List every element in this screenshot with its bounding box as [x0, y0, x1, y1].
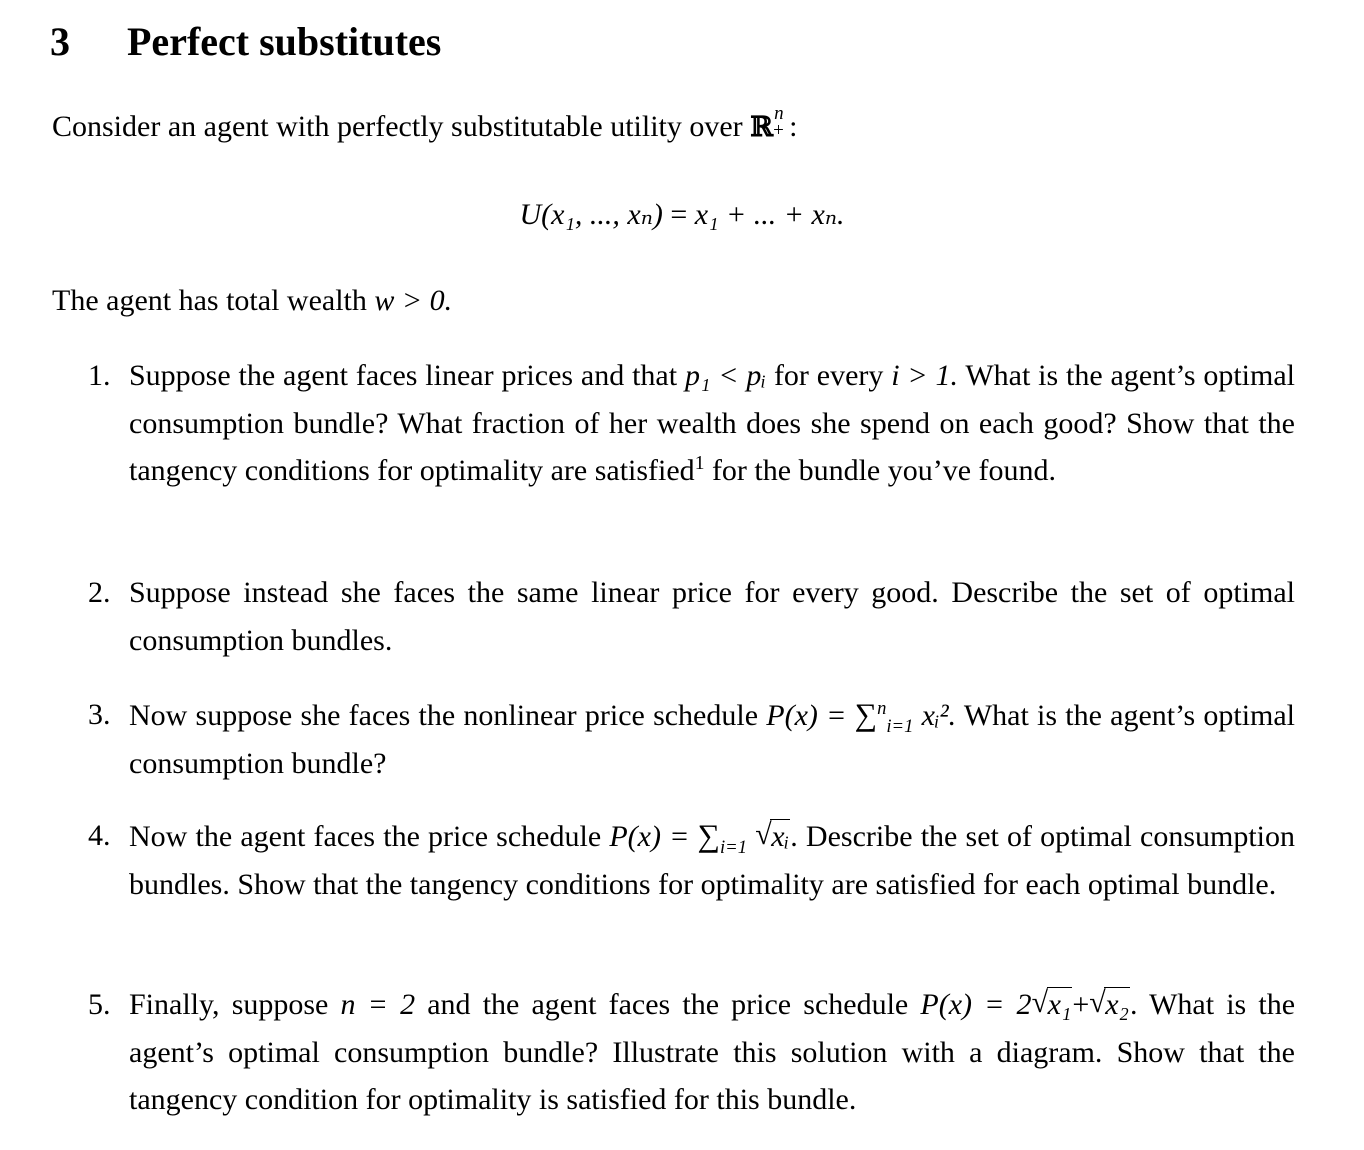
utility-lhs: U(x₁, ..., xₙ) — [519, 198, 663, 231]
list-marker: 4. — [88, 819, 111, 852]
wealth-text: The agent has total wealth — [52, 284, 367, 317]
list-item: 5. Finally, suppose n = 2 and the agent faces the price schedule P(x) = 2 √ x₁+ √ x₂. What is the agent’s optimal consumption bundle? Illustrate this solution with a diagram. Show that the tangency condition for optimality is satisfied for this bundle. — [88, 981, 1295, 1124]
section-title: Perfect substitutes — [127, 19, 442, 64]
list-marker: 1. — [88, 359, 111, 392]
wealth-condition: w > 0. — [374, 284, 453, 317]
list-marker: 3. — [88, 698, 111, 731]
sqrt-symbol: √ x₂ — [1089, 986, 1129, 1021]
wealth-paragraph — [52, 281, 452, 321]
list-marker: 5. — [88, 988, 111, 1021]
list-item: 2. Suppose instead she faces the same linear price for every good. Describe the set of optimal consumption bundles. — [88, 569, 1295, 664]
intro-space: ℝ n + : — [750, 103, 798, 143]
sqrt-symbol: √ x₁ — [1031, 986, 1072, 1021]
list-item: 4. Now the agent faces the price schedule $P(x) = \sum_{i=1}$ √ xᵢ. Describe the set of optimal consumption bundles. Show that the tangency conditions for optimality are satisfied for each optimal bundle. — [88, 812, 1295, 908]
intro-paragraph — [52, 103, 798, 147]
list-marker: 2. — [88, 576, 111, 609]
sqrt-symbol: √ xᵢ — [755, 818, 790, 853]
utility-rhs: x₁ + ... + xₙ. — [694, 198, 845, 231]
section-number: 3 — [50, 19, 70, 64]
intro-text: Consider an agent with perfectly substitutable utility over — [52, 110, 743, 143]
footnote-marker: 1 — [694, 453, 705, 474]
list-item: 1. Suppose the agent faces linear prices and that p₁ < pᵢ for every i > 1. What is the agent’s optimal consumption bundle? What fraction of her wealth does she spend on each good? Show that the tangency conditions for optimality are satisfied$^1$ for the bundle you’ve found. — [88, 352, 1295, 495]
utility-equals: = — [670, 198, 688, 231]
section-heading — [50, 14, 441, 70]
list-item: 3. Now suppose she faces the nonlinear price schedule P(x) = ∑$^n_{i=1}$ xᵢ². What is the agent’s optimal consumption bundle? — [88, 691, 1295, 787]
utility-equation — [0, 195, 1364, 235]
